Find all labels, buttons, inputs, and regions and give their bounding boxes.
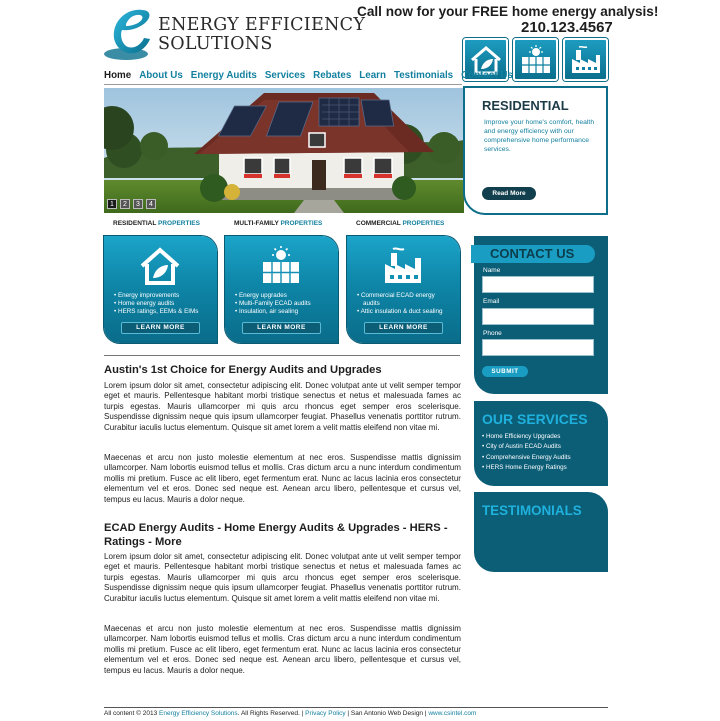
footer-divider (104, 707, 608, 708)
main-nav (104, 70, 513, 81)
solar-panel-icon (519, 45, 553, 75)
learn-more-button[interactable]: LEARN MORE (121, 322, 200, 334)
card-bullet: • Energy improvements (114, 292, 180, 299)
card-bullet: • Commercial ECAD energy (357, 292, 435, 299)
card-bullets (357, 292, 443, 315)
name-label: Name (483, 267, 501, 274)
logo-line-1: ENERGY EFFICIENCY (158, 15, 366, 35)
card-bullet: • Multi-Family ECAD audits (235, 299, 311, 307)
solar-panel-icon (259, 246, 303, 286)
property-label-commercial (356, 220, 444, 227)
slide-dot-4[interactable]: 4 (146, 199, 156, 209)
nav-energy-audits[interactable]: Energy Audits (190, 70, 257, 81)
service-link[interactable]: • Home Efficiency Upgrades (482, 433, 561, 440)
nav-rebates[interactable]: Rebates (313, 70, 352, 81)
services-list (482, 432, 571, 473)
card-bullets (114, 292, 198, 315)
logo-e-icon[interactable] (104, 4, 162, 66)
slide-pager (107, 199, 156, 209)
logo-line-2: SOLUTIONS (158, 34, 273, 54)
nav-about-us[interactable]: About Us (139, 70, 183, 81)
factory-icon (381, 246, 425, 286)
service-link[interactable]: • City of Austin ECAD Audits (482, 443, 561, 451)
property-label-main: RESIDENTIAL (113, 220, 157, 227)
card-multifamily[interactable] (225, 236, 338, 343)
property-label-highlight: PROPERTIES (280, 220, 323, 227)
nav-contact-us[interactable]: Contact Us (461, 70, 513, 81)
nav-divider (104, 84, 462, 85)
multifamily-shortcut[interactable] (513, 38, 558, 81)
card-bullet: • Energy upgrades (235, 292, 287, 299)
footer-separator: | San Antonio Web Design | (345, 710, 429, 717)
card-bullet: • HERS ratings, EEMs & EIMs (114, 307, 199, 315)
email-label: Email (483, 298, 500, 305)
residential-panel-title: RESIDENTIAL (482, 98, 569, 113)
paragraph-1: Lorem ipsum dolor sit amet, consectetur adipiscing elit. Donec volutpat ante ut velit semper tempor eget et mauris. Pellentesque habitant morbi tristique senectus et netus et malesuada fames ac turpis egestas. Mauris ullamcorper mi quis arcu rhoncus eget semper eros scelerisque. Suspendisse dignissim neque quis ipsum ullamcorper feugiat. Phasellus venenatis porttitor rutrum. Curabitur iaculis luctus elementum. Quisque sit amet lorem a velit mattis eleifend non vitae mi. (104, 381, 461, 432)
learn-more-button[interactable]: LEARN MORE (242, 322, 321, 334)
privacy-policy-link[interactable]: Privacy Policy (305, 710, 346, 717)
slide-dot-1[interactable]: 1 (107, 199, 117, 209)
property-label-residential (113, 220, 200, 227)
house-leaf-icon (138, 246, 182, 286)
phone-label: Phone (483, 330, 502, 337)
card-residential[interactable] (104, 236, 217, 343)
paragraph-3: Lorem ipsum dolor sit amet, consectetur adipiscing elit. Donec volutpat ante ut velit semper tempor eget et mauris. Pellentesque habitant morbi tristique senectus et netus et malesuada fames ac turpis egestas. Mauris ullamcorper mi quis arcu rhoncus eget semper eros scelerisque. Suspendisse dignissim neque quis ipsum ullamcorper feugiat. Phasellus venenatis porttitor rutrum. Curabitur iaculis luctus elementum. Quisque sit amet lorem a velit mattis eleifend non vitae mi. (104, 552, 461, 603)
footer-copyright: All content © 2013 (104, 710, 160, 717)
testimonials-box (474, 492, 608, 572)
call-now-text: Call now for your FREE home energy analysis! (357, 4, 659, 19)
nav-home[interactable]: Home (104, 70, 132, 81)
testimonials-title[interactable]: TESTIMONIALS (482, 503, 582, 518)
residential-panel-description: Improve your home's comfort, health and energy efficiency with our comprehensive home performance services. (484, 119, 595, 153)
service-link[interactable]: • HERS Home Energy Ratings (482, 463, 567, 471)
card-bullet: • Attic insulation & duct sealing (357, 307, 443, 315)
services-title: OUR SERVICES (482, 411, 588, 427)
card-bullet: • Insulation, air sealing (235, 307, 299, 315)
phone-number: 210.123.4567 (521, 19, 613, 36)
property-label-main: COMMERCIAL (356, 220, 401, 227)
property-label-multifamily (234, 220, 322, 227)
slide-dot-2[interactable]: 2 (120, 199, 130, 209)
nav-testimonials[interactable]: Testimonials (393, 70, 454, 81)
property-label-highlight: PROPERTIES (402, 220, 445, 227)
footer-rights: . All Rights Reserved. | (237, 710, 306, 717)
name-field[interactable] (482, 276, 594, 293)
nav-learn[interactable]: Learn (359, 70, 386, 81)
submit-button[interactable]: SUBMIT (482, 366, 528, 377)
card-bullets (235, 292, 311, 315)
property-label-main: MULTI-FAMILY (234, 220, 279, 227)
contact-title: CONTACT US (490, 246, 575, 261)
card-bullet: • Home energy audits (114, 299, 175, 307)
read-more-button[interactable]: Read More (482, 187, 536, 200)
card-bullet: audits (363, 299, 380, 307)
factory-icon (569, 45, 603, 75)
content-divider (104, 355, 460, 356)
services-box (474, 401, 608, 486)
service-link[interactable]: • Comprehensive Energy Audits (482, 453, 571, 461)
logo-text[interactable] (158, 16, 365, 54)
property-label-highlight: PROPERTIES (158, 220, 200, 227)
footer-company-link[interactable]: Energy Efficiency Solutions (159, 710, 238, 717)
footer-site-link[interactable]: www.csintel.com (428, 710, 477, 717)
paragraph-2: Maecenas et arcu non justo molestie elementum at nec eros. Suspendisse mattis dignissim ullamcorper. Nam lobortis euismod tellus et mollis. Cras dictum arcu a nunc interdum condimentum mollis mi pretium. Fusce ac elit libero, eget fermentum erat. Nunc ac lacus lacinia eros consectetur elementum vel et eros. Donec sed neque est. Aenean arcu libero, pellentesque et cursus vel, tempus eu lacus. Mauris a dolor neque. (104, 453, 461, 504)
commercial-shortcut[interactable] (563, 38, 608, 81)
section-heading-1: Austin's 1st Choice for Energy Audits and Upgrades (104, 364, 382, 376)
residential-panel (463, 86, 608, 215)
contact-form (474, 236, 608, 394)
footer (104, 710, 476, 717)
learn-more-button[interactable]: LEARN MORE (364, 322, 443, 334)
paragraph-4: Maecenas et arcu non justo molestie elementum at nec eros. Suspendisse mattis dignissim ullamcorper. Nam lobortis euismod tellus et mollis. Cras dictum arcu a nunc interdum condimentum mollis mi pretium. Fusce ac elit libero, eget fermentum erat. Nunc ac lacus lacinia eros consectetur elementum vel et eros. Donec sed neque est. Aenean arcu libero, pellentesque et cursus vel, tempus eu lacus. Mauris a dolor neque. (104, 624, 461, 675)
nav-services[interactable]: Services (264, 70, 306, 81)
slide-dot-3[interactable]: 3 (133, 199, 143, 209)
phone-field[interactable] (482, 339, 594, 356)
email-field[interactable] (482, 308, 594, 325)
section-heading-2: ECAD Energy Audits - Home Energy Audits & Upgrades - HERS - Ratings - More (104, 522, 448, 548)
hero-image (104, 88, 464, 213)
card-commercial[interactable] (347, 236, 460, 343)
